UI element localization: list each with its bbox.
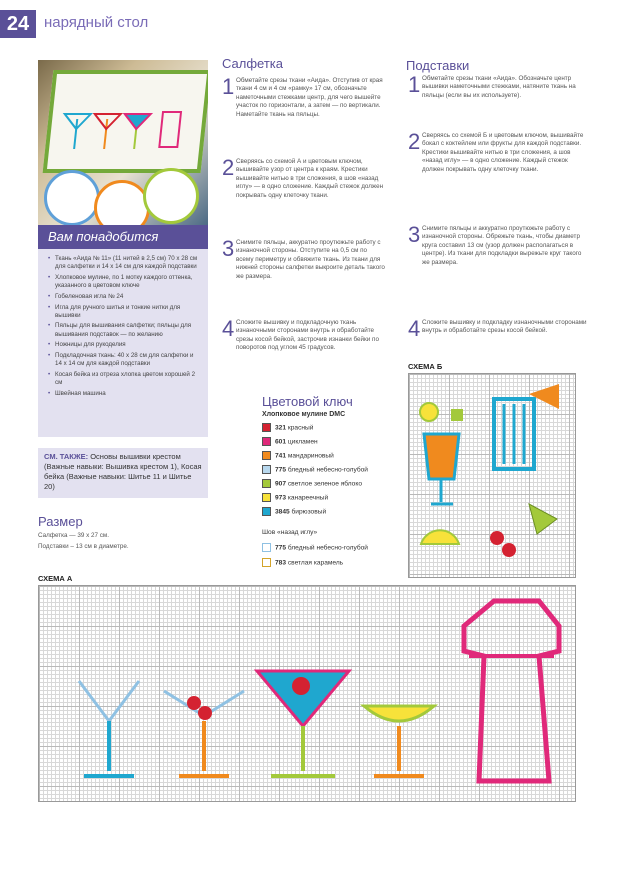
coasters-step-number: 2: [408, 129, 421, 154]
see-also-text: Основы вышивки крестом (Важные навыки: Вышивка крестом 1), Косая бейка (Важные навыки: Шитье 11 и Шитье 20): [44, 452, 202, 491]
swatch-741: [262, 451, 271, 460]
martini-glass-1: [79, 681, 139, 721]
napkin-step-number: 2: [222, 155, 235, 180]
coaster-3: [143, 168, 199, 224]
napkin-step-text: Снимите пяльцы, аккуратно проутюжьте работу с изнаночной стороны. Отступите на 0,5 см по всему периметру и обвяжите ткань. Из ткани для нижней стороны салфетки выкроите деталь такого же размера.: [236, 239, 385, 280]
thread-name: светлая карамель: [287, 559, 344, 567]
materials-item: • Гобеленовая игла № 24: [48, 293, 200, 301]
napkin-step-number: 3: [222, 236, 235, 261]
materials-item: • Подкладочная ткань: 40 x 28 см для салфетки и 14 x 14 см для каждой подставки: [48, 352, 200, 368]
backstitch-row: [262, 558, 343, 570]
materials-item: • Хлопковое мулине, по 1 мотку каждого оттенка, указанного в цветовом ключе: [48, 274, 200, 290]
backstitch-row: [262, 543, 368, 555]
napkin-step-text: Сверяясь со схемой А и цветовым ключом, вышивайте узор от центра к краям. Крестики вышивайте нитью в три сложения, в шов «назад иглу» — в одно сложение. Каждый стежок должен покрывать одну клеточку ткани.: [236, 158, 384, 199]
coasters-step-text: Обметайте срезы ткани «Аида». Обозначьте центр вышивки наметочными стежками, натяните ткань на пяльцы (если вы их используете).: [422, 75, 576, 99]
swatch-601: [262, 437, 271, 446]
napkin-photo: [43, 70, 208, 173]
cherry-1: [490, 531, 504, 545]
swatch-3845: [262, 507, 271, 516]
materials-item: • Ножницы для рукоделия: [48, 341, 200, 349]
coasters-step-number: 4: [408, 316, 421, 341]
coasters-step-number: 3: [408, 222, 421, 247]
color-key-title: Цветовой ключ: [262, 394, 353, 409]
scheme-a-motifs: [39, 586, 575, 801]
napkin-title: Салфетка: [222, 56, 284, 71]
color-key-row: [262, 437, 318, 449]
napkin-step-text: Сложите вышивку и подкладочную ткань изнаночными сторонами внутрь и обработайте срезы косой бейкой, застрочив изнанки бейки по поворотов под углом 45 градусов.: [236, 319, 379, 352]
scheme-b-chart: [408, 373, 576, 578]
thread-code: 907: [275, 480, 287, 488]
size-coasters: Подставки – 13 см в диаметре.: [38, 543, 129, 550]
thread-name: цикламен: [287, 438, 318, 446]
orange-cocktail-glass: [424, 434, 459, 479]
mint-leaf: [451, 409, 463, 421]
napkin-step-text: Обметайте срезы ткани «Аида». Отступив от края ткани 4 см и 4 см «рамку» 17 см, обозначьте наметочными стежками центр, для чего вышейте участок по горизонтали, а затем — по вертикали. Наметайте ткань на пяльцы.: [236, 77, 383, 118]
coasters-step-text: Сложите вышивку и подкладку изнаночными сторонами внутрь и обработайте срезы косой бейкой.: [422, 319, 587, 335]
coasters-step-number: 1: [408, 72, 421, 97]
see-also-label: СМ. ТАКЖЕ:: [44, 452, 89, 461]
swatch-973: [262, 493, 271, 502]
scheme-b-motifs: [409, 374, 575, 577]
color-key-row: [262, 479, 362, 491]
section-title: нарядный стол: [44, 14, 149, 31]
color-key-row: [262, 507, 326, 519]
materials-box: [38, 225, 208, 437]
martini-glass-4: [364, 706, 434, 721]
coasters-step-text: Снимите пяльцы и аккуратно проутюжьте работу с изнаночной стороны. Обрежьте ткань, чтобы диаметр круга составил 13 см (узор должен располагаться в центре). Из ткани для подкладки вырежьте круг такого же размера.: [422, 225, 582, 266]
coaster-2: [94, 180, 150, 225]
cocktail-glasses-illustration: [47, 74, 207, 169]
thread-code: 601: [275, 438, 287, 446]
thread-name: светлое зеленое яблоко: [287, 480, 362, 488]
materials-item: • Ткань «Аида № 11» (11 нитей в 2,5 см) 70 x 28 см для салфетки и 14 x 14 см для каждой подставки: [48, 255, 200, 271]
thread-code: 775: [275, 466, 287, 474]
coasters-step-text: Сверяясь со схемой Б и цветовым ключом, вышивайте бокал с коктейлем или фрукты для каждой подставки. Крестики вышивайте нитью в три сложения, а шов «назад иглу» — в одно сложение. Каждый стежок должен покрывать одну клеточку ткани.: [422, 132, 584, 173]
color-key-row: [262, 423, 313, 435]
backstitch-swatch-783: [262, 558, 271, 567]
scheme-b-label: СХЕМА Б: [408, 362, 443, 371]
lime-wedge: [529, 504, 557, 534]
thread-code: 783: [275, 559, 287, 567]
size-title: Размер: [38, 514, 83, 529]
napkin-step-number: 1: [222, 74, 235, 99]
swatch-321: [262, 423, 271, 432]
color-key-row: [262, 451, 334, 463]
thread-code: 3845: [275, 508, 290, 516]
materials-item: • Швейная машина: [48, 390, 200, 398]
cocktail-shaker: [464, 601, 559, 781]
cherry-2: [502, 543, 516, 557]
project-photo: [38, 60, 208, 225]
lemon-slice: [420, 403, 438, 421]
thread-code: 321: [275, 424, 287, 432]
thread-name: бирюзовый: [291, 508, 327, 516]
color-key-subtitle: Хлопковое мулине DMC: [262, 411, 346, 418]
materials-item: • Игла для ручного шитья и тонкие нитки для вышивки: [48, 304, 200, 320]
thread-name: красный: [287, 424, 314, 432]
thread-name: канареечный: [287, 494, 329, 502]
thread-code: 775: [275, 544, 287, 552]
backstitch-swatch-775: [262, 543, 271, 552]
color-key-row: [262, 493, 328, 505]
lemon-half: [421, 530, 459, 544]
thread-name: мандариновый: [287, 452, 334, 460]
scheme-a-label: СХЕМА А: [38, 574, 73, 583]
coaster-1: [44, 170, 100, 225]
size-napkin: Салфетка — 39 x 27 см.: [38, 532, 109, 539]
scheme-a-chart: [38, 585, 576, 802]
swatch-907: [262, 479, 271, 488]
backstitch-title: Шов «назад иглу»: [262, 529, 318, 536]
color-key-row: [262, 465, 368, 477]
thread-name: бледный небесно-голубой: [287, 544, 368, 552]
materials-item: • Косая бейка из отреза хлопка цветом хорошей 2 см: [48, 371, 200, 387]
swatch-775: [262, 465, 271, 474]
see-also-box: [38, 448, 208, 498]
thread-code: 741: [275, 452, 287, 460]
materials-list: [38, 255, 208, 398]
thread-code: 973: [275, 494, 287, 502]
materials-item: • Пяльцы для вышивания салфетки; пяльцы для вышивания подставок — по желанию: [48, 322, 200, 338]
page-number: 24: [0, 10, 36, 38]
thread-name: бледный небесно-голубой: [287, 466, 368, 474]
napkin-step-number: 4: [222, 316, 235, 341]
coasters-title: Подставки: [406, 58, 470, 73]
materials-title: Вам понадобится: [38, 225, 208, 249]
